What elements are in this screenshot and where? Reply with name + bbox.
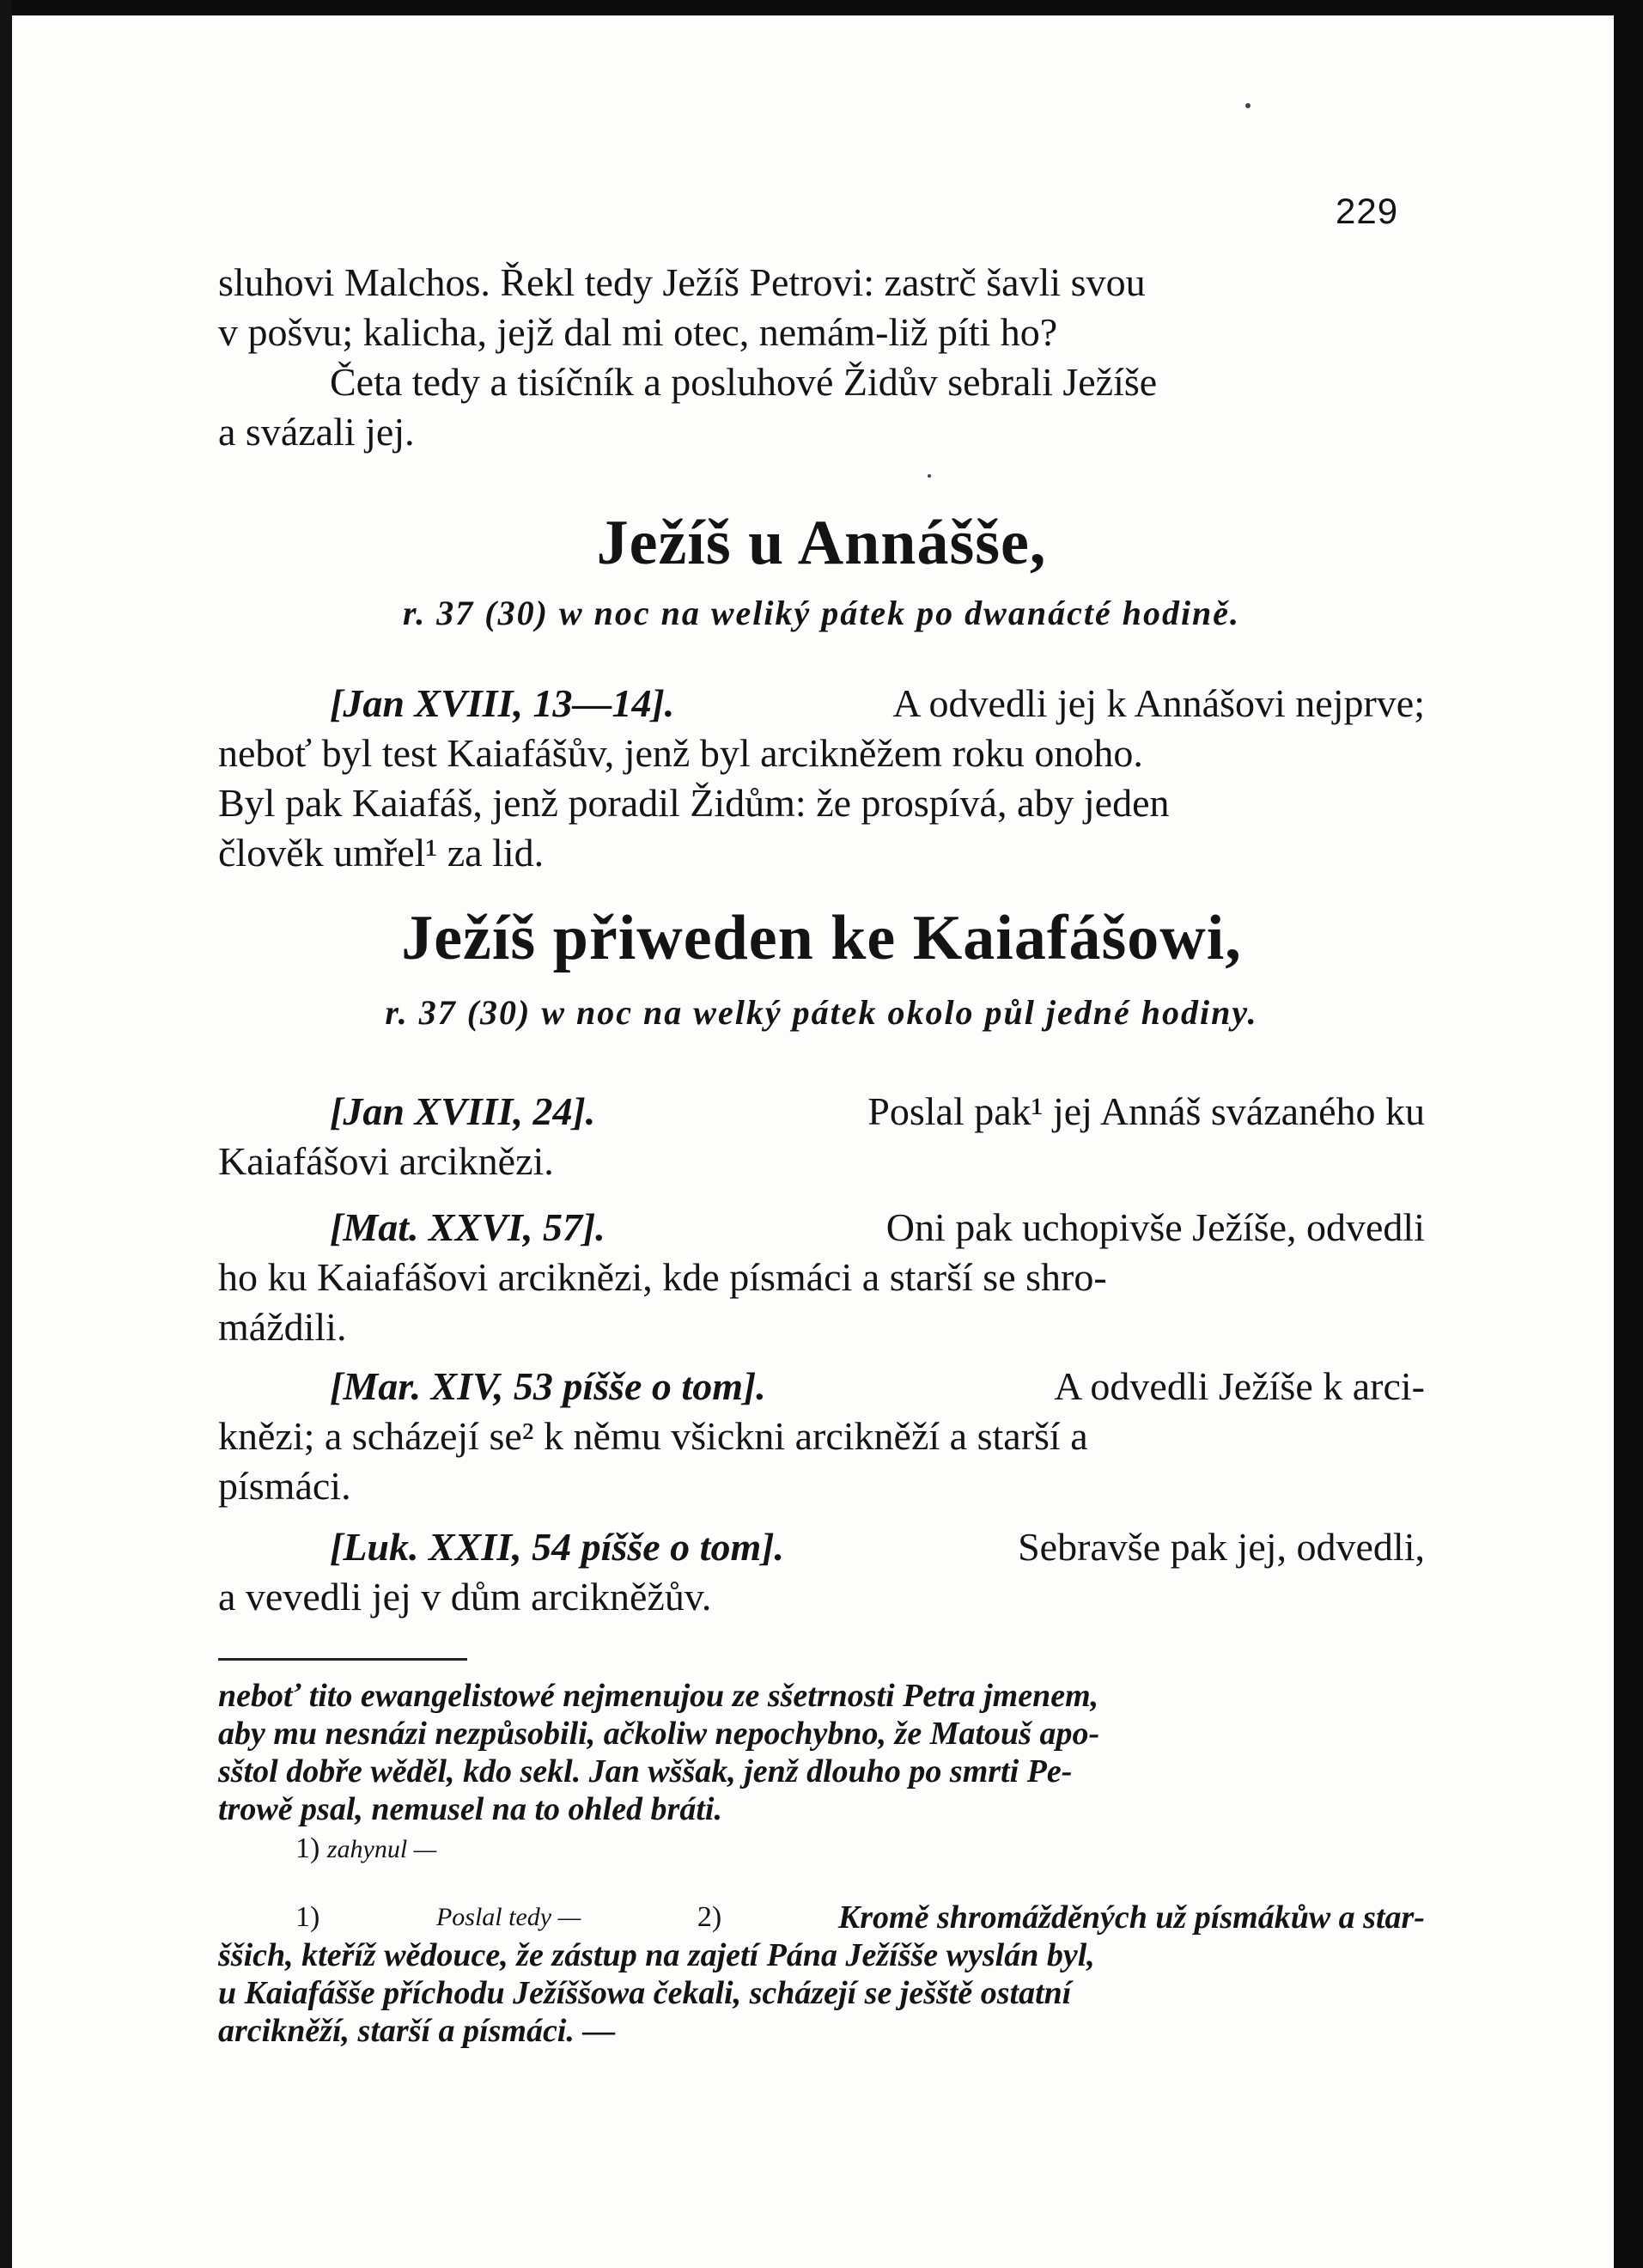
paragraph-2 — [218, 679, 1425, 878]
text-line: sluhovi Malchos. Řekl tedy Ježíš Petrovi: zastrč šavli svou — [218, 260, 1146, 304]
footnote-text: Kromě shromážděných už písmákůw a star- — [837, 1899, 1425, 1936]
text-line: neboť byl test Kaiafášův, jenž byl arcikněžem roku onoho. — [218, 731, 1143, 775]
footnote-continuation — [218, 1677, 1425, 1828]
text-span: Poslal pak¹ jej Annáš svázaného ku — [867, 1089, 1425, 1133]
footnote-marker: 1) — [295, 1901, 320, 1933]
text-span: Sebravše pak jej, odvedli, — [1018, 1525, 1425, 1569]
footnote-line: sštol dobře wěděl, kdo sekl. Jan wššak, jenž dlouho po smrti Pe- — [218, 1753, 1073, 1789]
text-line — [218, 1087, 1425, 1137]
footnote-text: zahynul — — [326, 1835, 437, 1863]
speck — [1245, 103, 1251, 108]
text-line: Byl pak Kaiafáš, jenž poradil Židům: že prospívá, aby jeden — [218, 781, 1170, 825]
paragraph-5 — [218, 1362, 1425, 1511]
text-line — [218, 679, 1425, 729]
scan-border-top — [0, 0, 1643, 15]
text-line — [218, 1522, 1425, 1572]
scan-border-left — [0, 0, 12, 2268]
paragraph-1 — [218, 258, 1425, 457]
scripture-reference: [Jan XVIII, 24]. — [330, 1089, 596, 1133]
paragraph-3 — [218, 1087, 1425, 1186]
text-span: A odvedli Ježíše k arci- — [1054, 1364, 1425, 1408]
footnote-line: u Kaiafášše příchodu Ježíššowa čekali, scházejí se ješště ostatní — [218, 1975, 1072, 2011]
footnote-line: ššich, kteříž wědouce, že zástup na zajetí Pána Ježíšše wyslán byl, — [218, 1937, 1095, 1973]
text-line: a svázali jej. — [218, 410, 415, 454]
paragraph-6 — [218, 1522, 1425, 1622]
text-line — [218, 1203, 1425, 1253]
text-line: knězi; a scházejí se² k němu všickni arcikněží a starší a — [218, 1414, 1088, 1458]
scan-border-right — [1614, 0, 1643, 2268]
scripture-reference: [Luk. XXII, 54 píšše o tom]. — [330, 1525, 785, 1569]
text-line — [218, 1362, 1425, 1411]
section-heading-kaiafas: Ježíš přiweden ke Kaiafášowi, — [401, 903, 1242, 973]
text-line: Kaiafášovi arciknězi. — [218, 1139, 554, 1183]
footnote-line: arcikněží, starší a písmáci. — — [218, 2013, 616, 2049]
speck — [928, 474, 931, 478]
footnote-1 — [295, 1830, 436, 1869]
page-number: 229 — [1336, 191, 1399, 231]
text-line: Četa tedy a tisíčník a posluhové Židův sebrali Ježíše — [330, 360, 1158, 404]
scripture-reference: [Jan XVIII, 13—14]. — [330, 681, 675, 725]
section-subheading-annas: r. 37 (30) w noc na weliký pátek po dwanácté hodině. — [402, 594, 1241, 632]
footnote-text: Poslal tedy — — [435, 1903, 581, 1931]
footnote-marker: 2) — [697, 1901, 722, 1933]
text-line: v pošvu; kalicha, jejž dal mi otec, nemám-liž píti ho? — [218, 310, 1058, 354]
scripture-reference: [Mar. XIV, 53 píšše o tom]. — [330, 1364, 766, 1408]
text-line: a vevedli jej v dům arcikněžův. — [218, 1575, 712, 1619]
text-span: Oni pak uchopivše Ježíše, odvedli — [885, 1205, 1425, 1249]
footnote-marker: 1) — [295, 1832, 320, 1864]
text-line: máždili. — [218, 1305, 347, 1349]
footnote-2 — [218, 1899, 1425, 2050]
footnote-line: aby mu nesnázi nezpůsobili, ačkoliw nepochybno, že Matouš apo- — [218, 1716, 1100, 1752]
text-line: člověk umřel¹ za lid. — [218, 831, 545, 875]
text-span: A odvedli jej k Annášovi nejprve; — [892, 681, 1425, 725]
footnote-line: neboť tito ewangelistowé nejmenujou ze sšetrnosti Petra jmenem, — [218, 1678, 1099, 1714]
scripture-reference: [Mat. XXVI, 57]. — [330, 1205, 605, 1249]
section-subheading-kaiafas: r. 37 (30) w noc na welký pátek okolo půl jedné hodiny. — [385, 993, 1258, 1032]
section-heading-annas: Ježíš u Annášše, — [596, 508, 1047, 578]
footnote-line — [218, 1899, 1425, 1936]
text-line: ho ku Kaiafášovi arciknězi, kde písmáci a starší se shro- — [218, 1255, 1107, 1299]
footnote-line: trowě psal, nemusel na to ohled bráti. — [218, 1791, 722, 1827]
text-line: písmáci. — [218, 1464, 351, 1508]
footnote-separator — [218, 1658, 467, 1661]
paragraph-4 — [218, 1203, 1425, 1352]
